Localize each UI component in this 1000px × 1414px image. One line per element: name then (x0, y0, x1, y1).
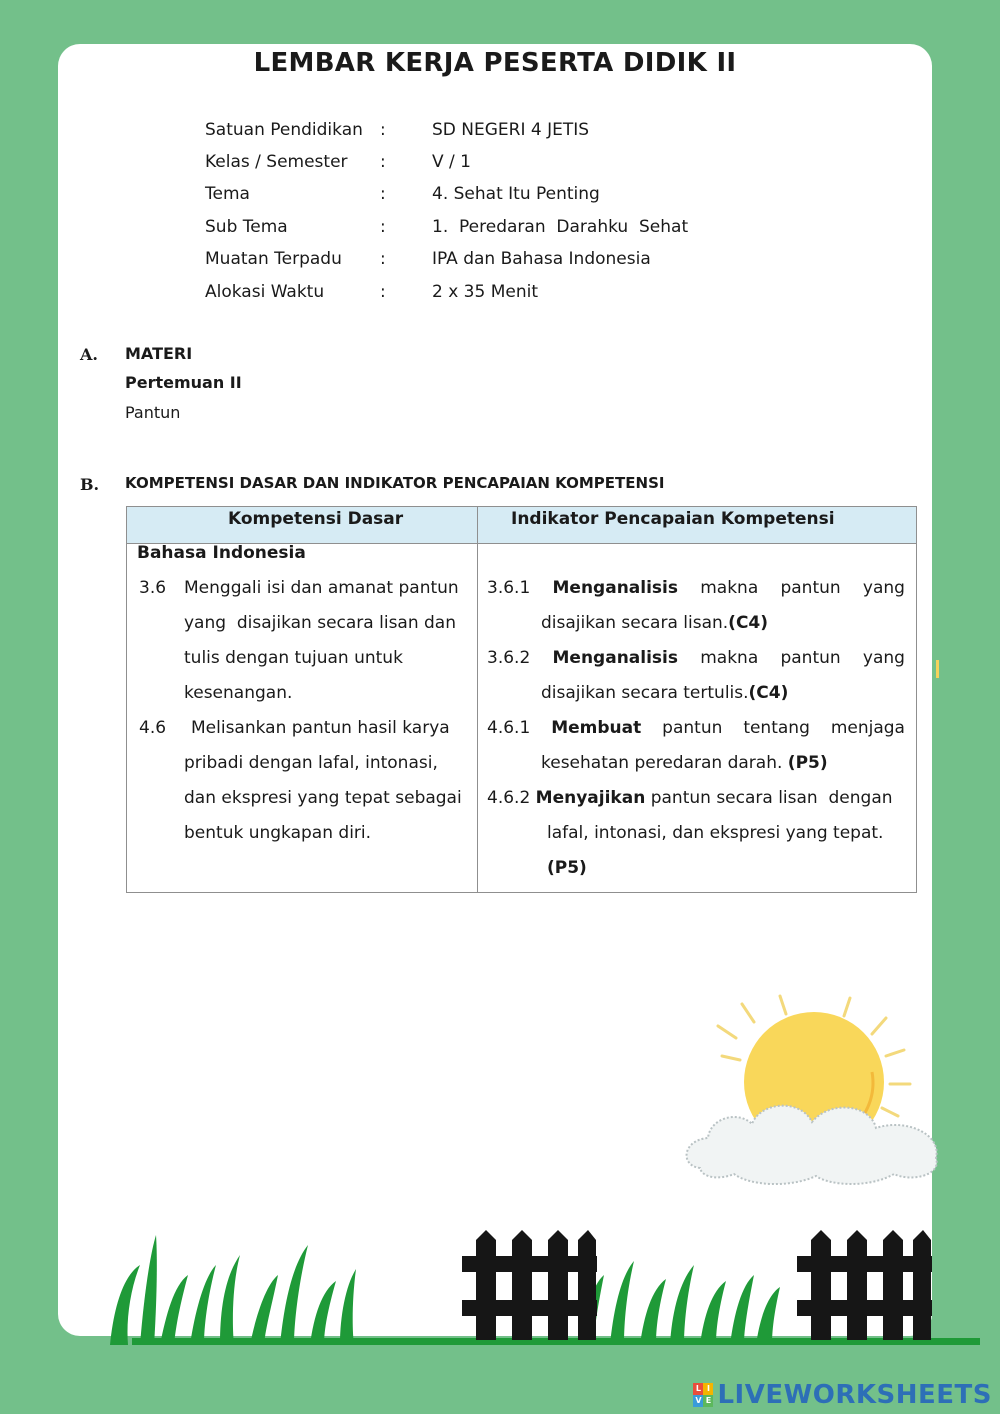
ipk-line (487, 578, 905, 598)
section-b-heading: KOMPETENSI DASAR DAN INDIKATOR PENCAPAIAN KOMPETENSI (125, 474, 665, 492)
ipk-word: tentang (743, 718, 810, 738)
ipk-word: yang (862, 578, 905, 598)
ipk-word: makna (700, 578, 759, 598)
info-colon: : (380, 282, 386, 302)
section-a-heading: MATERI (125, 344, 193, 363)
header-indikator: Indikator Pencapaian Kompetensi (511, 509, 835, 529)
kd-line: Menggali isi dan amanat pantun (184, 578, 459, 598)
kd-line: bentuk ungkapan diri. (184, 823, 372, 843)
fence-right-icon (797, 1230, 932, 1342)
logo-letter: L (693, 1383, 703, 1395)
logo-letter: E (703, 1395, 713, 1407)
ipk-number: 4.6.2 (487, 788, 531, 808)
info-label: Satuan Pendidikan (205, 120, 363, 140)
ipk-verb: Membuat (551, 718, 642, 738)
info-colon: : (380, 217, 386, 237)
info-colon: : (380, 184, 386, 204)
kd-line: yang disajikan secara lisan dan (184, 613, 456, 633)
ipk-line (541, 753, 828, 773)
ipk-line (487, 788, 893, 808)
ipk-verb: Menganalisis (552, 648, 678, 668)
info-value: 1. Peredaran Darahku Sehat (432, 217, 689, 237)
ipk-number: 3.6.1 (487, 578, 531, 598)
info-colon: : (380, 152, 386, 172)
ipk-code: (C4) (748, 683, 789, 703)
section-b-letter: B. (80, 475, 100, 494)
info-colon: : (380, 120, 386, 140)
section-a-letter: A. (80, 345, 98, 364)
ipk-word: pantun (662, 718, 723, 738)
ipk-word: pantun (780, 578, 841, 598)
kd-line: Melisankan pantun hasil karya (191, 718, 450, 738)
kd-line: pribadi dengan lafal, intonasi, (184, 753, 438, 773)
logo-letter: I (703, 1383, 713, 1395)
page-title: LEMBAR KERJA PESERTA DIDIK II (253, 48, 737, 78)
ipk-verb: Menyajikan (535, 788, 646, 808)
info-label: Kelas / Semester (205, 152, 348, 172)
ipk-code: (P5) (547, 858, 587, 878)
section-a-subheading: Pertemuan II (125, 373, 242, 392)
kd-number: 4.6 (139, 718, 167, 738)
fence-left-icon (462, 1230, 597, 1342)
logo-badge-icon (693, 1383, 713, 1407)
info-label: Alokasi Waktu (205, 282, 325, 302)
info-value: 4. Sehat Itu Penting (432, 184, 600, 204)
ipk-text: disajikan secara lisan. (541, 613, 729, 633)
ipk-number: 3.6.2 (487, 648, 531, 668)
section-a-body: Pantun (125, 403, 181, 422)
header-kompetensi-dasar: Kompetensi Dasar (228, 509, 404, 529)
sun-cloud-illustration (680, 990, 945, 1190)
ipk-code: (C4) (728, 613, 769, 633)
info-label: Sub Tema (205, 217, 288, 237)
logo-letter: V (695, 1396, 702, 1405)
column-divider (477, 507, 478, 892)
ipk-word: pantun (780, 648, 841, 668)
ipk-word: makna (700, 648, 759, 668)
info-value: V / 1 (432, 152, 471, 172)
kd-line: kesenangan. (184, 683, 293, 703)
ipk-number: 4.6.1 (487, 718, 531, 738)
ipk-verb: Menganalisis (552, 578, 678, 598)
kd-number: 3.6 (139, 578, 167, 598)
info-value: 2 x 35 Menit (432, 282, 539, 302)
ipk-word: menjaga (830, 718, 905, 738)
info-label: Muatan Terpadu (205, 249, 342, 269)
ipk-line (541, 683, 788, 703)
ipk-text: kesehatan peredaran darah. (541, 753, 783, 773)
ipk-code: (P5) (787, 753, 828, 773)
ipk-text: pantun secara lisan dengan (650, 788, 893, 808)
info-label: Tema (205, 184, 250, 204)
ipk-line (487, 718, 905, 738)
kd-line: tulis dengan tujuan untuk (184, 648, 403, 668)
liveworksheets-logo[interactable] (693, 1380, 992, 1410)
subject-label: Bahasa Indonesia (137, 543, 306, 563)
kd-line: dan ekspresi yang tepat sebagai (184, 788, 462, 808)
logo-text: LIVEWORKSHEETS (717, 1380, 992, 1410)
margin-mark (936, 660, 939, 678)
info-value: IPA dan Bahasa Indonesia (432, 249, 651, 269)
competency-table (126, 506, 917, 893)
ipk-word: yang (862, 648, 905, 668)
ipk-line: lafal, intonasi, dan ekspresi yang tepat. (547, 823, 884, 843)
info-colon: : (380, 249, 386, 269)
info-value: SD NEGERI 4 JETIS (432, 120, 590, 140)
ipk-line (541, 613, 768, 633)
ipk-text: disajikan secara tertulis. (541, 683, 749, 703)
ipk-line (487, 648, 905, 668)
